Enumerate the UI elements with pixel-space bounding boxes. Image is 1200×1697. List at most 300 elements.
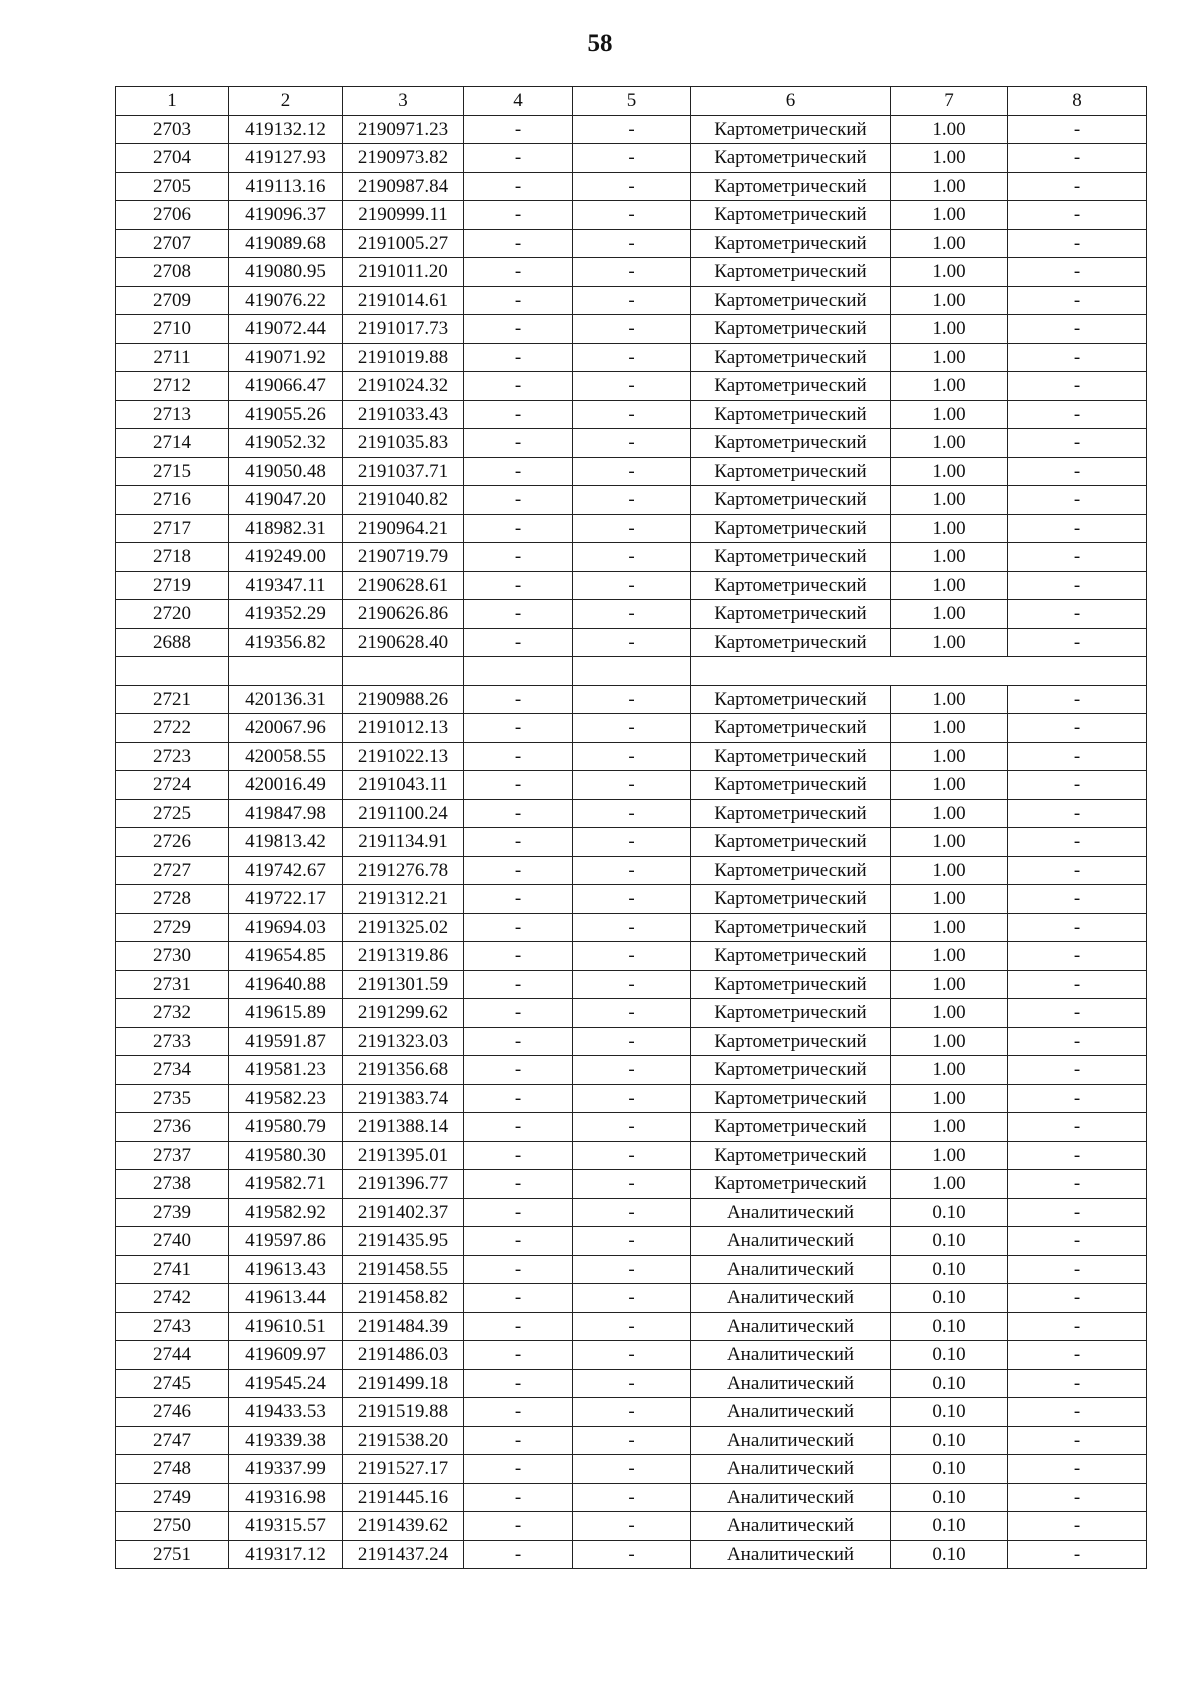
table-row bbox=[116, 1056, 1147, 1085]
cell-method: Картометрический bbox=[691, 372, 891, 401]
cell-method: Картометрический bbox=[691, 628, 891, 657]
cell-accuracy: 1.00 bbox=[891, 885, 1008, 914]
cell-x-coordinate: 419339.38 bbox=[229, 1426, 343, 1455]
table-row bbox=[116, 970, 1147, 999]
cell-point-number: 2748 bbox=[116, 1455, 229, 1484]
cell-point-number: 2736 bbox=[116, 1113, 229, 1142]
cell-y-coordinate: 2191439.62 bbox=[343, 1512, 464, 1541]
cell-x-coordinate: 419582.23 bbox=[229, 1084, 343, 1113]
cell-col-5: - bbox=[573, 144, 691, 173]
cell-point-number: 2709 bbox=[116, 286, 229, 315]
table-row bbox=[116, 144, 1147, 173]
cell-point-number: 2726 bbox=[116, 828, 229, 857]
cell-col-8: - bbox=[1008, 742, 1147, 771]
table-row bbox=[116, 1369, 1147, 1398]
cell-col-5: - bbox=[573, 1426, 691, 1455]
cell-accuracy: 0.10 bbox=[891, 1312, 1008, 1341]
cell-col-8: - bbox=[1008, 970, 1147, 999]
table-row bbox=[116, 429, 1147, 458]
cell-col-4: - bbox=[464, 1056, 573, 1085]
cell-col-8: - bbox=[1008, 229, 1147, 258]
cell-x-coordinate: 419694.03 bbox=[229, 913, 343, 942]
cell-point-number: 2749 bbox=[116, 1483, 229, 1512]
table-row bbox=[116, 913, 1147, 942]
cell-method: Картометрический bbox=[691, 1141, 891, 1170]
cell-y-coordinate: 2190988.26 bbox=[343, 685, 464, 714]
cell-col-5: - bbox=[573, 486, 691, 515]
table-row bbox=[116, 885, 1147, 914]
cell-y-coordinate: 2191325.02 bbox=[343, 913, 464, 942]
cell-method: Аналитический bbox=[691, 1483, 891, 1512]
cell-y-coordinate: 2191022.13 bbox=[343, 742, 464, 771]
cell-col-5: - bbox=[573, 400, 691, 429]
cell-method: Картометрический bbox=[691, 514, 891, 543]
cell-col-5: - bbox=[573, 628, 691, 657]
table-row bbox=[116, 286, 1147, 315]
cell-y-coordinate: 2191323.03 bbox=[343, 1027, 464, 1056]
cell-col-4: - bbox=[464, 1341, 573, 1370]
cell-method: Картометрический bbox=[691, 1170, 891, 1199]
cell-x-coordinate: 419072.44 bbox=[229, 315, 343, 344]
contour-separator-row bbox=[116, 657, 1147, 686]
cell-col-8: - bbox=[1008, 258, 1147, 287]
cell-col-8: - bbox=[1008, 1512, 1147, 1541]
cell-y-coordinate: 2191499.18 bbox=[343, 1369, 464, 1398]
cell-col-4: - bbox=[464, 685, 573, 714]
table-row bbox=[116, 1398, 1147, 1427]
cell-col-8: - bbox=[1008, 799, 1147, 828]
cell-method: Картометрический bbox=[691, 828, 891, 857]
cell-x-coordinate: 419113.16 bbox=[229, 172, 343, 201]
cell-y-coordinate: 2190628.61 bbox=[343, 571, 464, 600]
table-row bbox=[116, 1141, 1147, 1170]
cell-x-coordinate: 419742.67 bbox=[229, 856, 343, 885]
cell-accuracy: 1.00 bbox=[891, 999, 1008, 1028]
cell-col-4: - bbox=[464, 372, 573, 401]
cell-point-number: 2717 bbox=[116, 514, 229, 543]
cell-point-number: 2705 bbox=[116, 172, 229, 201]
cell-col-4: - bbox=[464, 514, 573, 543]
cell-point-number: 2723 bbox=[116, 742, 229, 771]
table-row bbox=[116, 115, 1147, 144]
cell-point-number: 2715 bbox=[116, 457, 229, 486]
column-header-5: 5 bbox=[573, 87, 691, 116]
cell-col-5: - bbox=[573, 1198, 691, 1227]
empty-cell bbox=[116, 657, 229, 686]
cell-point-number: 2722 bbox=[116, 714, 229, 743]
cell-accuracy: 1.00 bbox=[891, 400, 1008, 429]
table-row bbox=[116, 486, 1147, 515]
cell-point-number: 2727 bbox=[116, 856, 229, 885]
cell-method: Картометрический bbox=[691, 771, 891, 800]
cell-y-coordinate: 2191319.86 bbox=[343, 942, 464, 971]
cell-accuracy: 1.00 bbox=[891, 1027, 1008, 1056]
cell-x-coordinate: 419581.23 bbox=[229, 1056, 343, 1085]
cell-col-5: - bbox=[573, 1512, 691, 1541]
cell-x-coordinate: 419847.98 bbox=[229, 799, 343, 828]
table-row bbox=[116, 1455, 1147, 1484]
cell-y-coordinate: 2191383.74 bbox=[343, 1084, 464, 1113]
cell-y-coordinate: 2191005.27 bbox=[343, 229, 464, 258]
cell-method: Картометрический bbox=[691, 942, 891, 971]
cell-point-number: 2733 bbox=[116, 1027, 229, 1056]
cell-x-coordinate: 419316.98 bbox=[229, 1483, 343, 1512]
cell-point-number: 2704 bbox=[116, 144, 229, 173]
coordinates-table bbox=[115, 86, 1147, 1569]
cell-point-number: 2729 bbox=[116, 913, 229, 942]
table-row bbox=[116, 543, 1147, 572]
cell-col-8: - bbox=[1008, 315, 1147, 344]
cell-x-coordinate: 419433.53 bbox=[229, 1398, 343, 1427]
cell-method: Картометрический bbox=[691, 885, 891, 914]
cell-method: Аналитический bbox=[691, 1312, 891, 1341]
empty-cell bbox=[229, 657, 343, 686]
cell-x-coordinate: 419066.47 bbox=[229, 372, 343, 401]
cell-col-5: - bbox=[573, 286, 691, 315]
cell-point-number: 2720 bbox=[116, 600, 229, 629]
cell-x-coordinate: 419052.32 bbox=[229, 429, 343, 458]
cell-method: Картометрический bbox=[691, 571, 891, 600]
cell-point-number: 2737 bbox=[116, 1141, 229, 1170]
cell-col-8: - bbox=[1008, 1426, 1147, 1455]
cell-point-number: 2725 bbox=[116, 799, 229, 828]
cell-col-8: - bbox=[1008, 457, 1147, 486]
cell-point-number: 2730 bbox=[116, 942, 229, 971]
table-row bbox=[116, 258, 1147, 287]
cell-method: Аналитический bbox=[691, 1284, 891, 1313]
cell-y-coordinate: 2191388.14 bbox=[343, 1113, 464, 1142]
cell-y-coordinate: 2191017.73 bbox=[343, 315, 464, 344]
table-row bbox=[116, 1540, 1147, 1569]
cell-col-5: - bbox=[573, 1027, 691, 1056]
cell-point-number: 2718 bbox=[116, 543, 229, 572]
table-row bbox=[116, 1312, 1147, 1341]
cell-accuracy: 1.00 bbox=[891, 628, 1008, 657]
cell-accuracy: 1.00 bbox=[891, 315, 1008, 344]
cell-col-5: - bbox=[573, 600, 691, 629]
cell-x-coordinate: 419337.99 bbox=[229, 1455, 343, 1484]
cell-y-coordinate: 2190971.23 bbox=[343, 115, 464, 144]
cell-col-5: - bbox=[573, 115, 691, 144]
cell-x-coordinate: 419071.92 bbox=[229, 343, 343, 372]
cell-col-5: - bbox=[573, 229, 691, 258]
cell-col-5: - bbox=[573, 1227, 691, 1256]
cell-x-coordinate: 419582.71 bbox=[229, 1170, 343, 1199]
cell-method: Картометрический bbox=[691, 429, 891, 458]
cell-col-8: - bbox=[1008, 400, 1147, 429]
table-row bbox=[116, 400, 1147, 429]
cell-accuracy: 1.00 bbox=[891, 685, 1008, 714]
cell-col-8: - bbox=[1008, 1540, 1147, 1569]
cell-accuracy: 1.00 bbox=[891, 771, 1008, 800]
cell-col-8: - bbox=[1008, 571, 1147, 600]
empty-cell bbox=[464, 657, 573, 686]
cell-accuracy: 1.00 bbox=[891, 286, 1008, 315]
cell-y-coordinate: 2191043.11 bbox=[343, 771, 464, 800]
cell-method: Картометрический bbox=[691, 913, 891, 942]
cell-point-number: 2746 bbox=[116, 1398, 229, 1427]
cell-x-coordinate: 419089.68 bbox=[229, 229, 343, 258]
cell-col-8: - bbox=[1008, 1084, 1147, 1113]
cell-accuracy: 0.10 bbox=[891, 1455, 1008, 1484]
cell-col-5: - bbox=[573, 571, 691, 600]
cell-col-4: - bbox=[464, 571, 573, 600]
cell-accuracy: 1.00 bbox=[891, 1113, 1008, 1142]
cell-col-4: - bbox=[464, 1084, 573, 1113]
cell-y-coordinate: 2191484.39 bbox=[343, 1312, 464, 1341]
cell-y-coordinate: 2191402.37 bbox=[343, 1198, 464, 1227]
cell-col-5: - bbox=[573, 1170, 691, 1199]
table-row bbox=[116, 514, 1147, 543]
cell-y-coordinate: 2191100.24 bbox=[343, 799, 464, 828]
cell-col-5: - bbox=[573, 771, 691, 800]
cell-method: Аналитический bbox=[691, 1369, 891, 1398]
cell-col-5: - bbox=[573, 429, 691, 458]
cell-method: Картометрический bbox=[691, 1113, 891, 1142]
cell-point-number: 2751 bbox=[116, 1540, 229, 1569]
cell-method: Аналитический bbox=[691, 1227, 891, 1256]
cell-accuracy: 1.00 bbox=[891, 229, 1008, 258]
cell-x-coordinate: 419591.87 bbox=[229, 1027, 343, 1056]
cell-y-coordinate: 2191312.21 bbox=[343, 885, 464, 914]
empty-cell bbox=[691, 657, 1147, 686]
cell-point-number: 2741 bbox=[116, 1255, 229, 1284]
cell-point-number: 2750 bbox=[116, 1512, 229, 1541]
cell-method: Аналитический bbox=[691, 1540, 891, 1569]
table-row bbox=[116, 1483, 1147, 1512]
cell-col-8: - bbox=[1008, 201, 1147, 230]
cell-col-5: - bbox=[573, 942, 691, 971]
table-row bbox=[116, 343, 1147, 372]
cell-x-coordinate: 418982.31 bbox=[229, 514, 343, 543]
table-row bbox=[116, 1170, 1147, 1199]
cell-method: Картометрический bbox=[691, 457, 891, 486]
cell-x-coordinate: 419580.30 bbox=[229, 1141, 343, 1170]
cell-col-5: - bbox=[573, 999, 691, 1028]
cell-y-coordinate: 2190973.82 bbox=[343, 144, 464, 173]
cell-x-coordinate: 419080.95 bbox=[229, 258, 343, 287]
cell-method: Картометрический bbox=[691, 115, 891, 144]
cell-y-coordinate: 2191134.91 bbox=[343, 828, 464, 857]
table-row bbox=[116, 1027, 1147, 1056]
cell-col-4: - bbox=[464, 1398, 573, 1427]
cell-method: Аналитический bbox=[691, 1455, 891, 1484]
table-row bbox=[116, 628, 1147, 657]
cell-col-4: - bbox=[464, 1113, 573, 1142]
cell-point-number: 2728 bbox=[116, 885, 229, 914]
cell-point-number: 2731 bbox=[116, 970, 229, 999]
cell-col-8: - bbox=[1008, 372, 1147, 401]
cell-y-coordinate: 2191437.24 bbox=[343, 1540, 464, 1569]
cell-accuracy: 1.00 bbox=[891, 742, 1008, 771]
cell-col-8: - bbox=[1008, 1141, 1147, 1170]
cell-col-8: - bbox=[1008, 1056, 1147, 1085]
cell-y-coordinate: 2191519.88 bbox=[343, 1398, 464, 1427]
cell-col-4: - bbox=[464, 543, 573, 572]
cell-method: Картометрический bbox=[691, 1027, 891, 1056]
cell-col-5: - bbox=[573, 1341, 691, 1370]
cell-col-4: - bbox=[464, 885, 573, 914]
table-row bbox=[116, 856, 1147, 885]
cell-col-8: - bbox=[1008, 771, 1147, 800]
cell-method: Аналитический bbox=[691, 1255, 891, 1284]
cell-col-5: - bbox=[573, 1141, 691, 1170]
column-header-3: 3 bbox=[343, 87, 464, 116]
cell-y-coordinate: 2191396.77 bbox=[343, 1170, 464, 1199]
cell-accuracy: 0.10 bbox=[891, 1341, 1008, 1370]
cell-accuracy: 1.00 bbox=[891, 201, 1008, 230]
cell-accuracy: 1.00 bbox=[891, 372, 1008, 401]
cell-col-5: - bbox=[573, 315, 691, 344]
cell-method: Аналитический bbox=[691, 1426, 891, 1455]
cell-y-coordinate: 2191395.01 bbox=[343, 1141, 464, 1170]
cell-y-coordinate: 2191035.83 bbox=[343, 429, 464, 458]
cell-point-number: 2707 bbox=[116, 229, 229, 258]
cell-col-8: - bbox=[1008, 429, 1147, 458]
cell-col-5: - bbox=[573, 258, 691, 287]
cell-col-8: - bbox=[1008, 1284, 1147, 1313]
cell-accuracy: 1.00 bbox=[891, 600, 1008, 629]
cell-accuracy: 1.00 bbox=[891, 457, 1008, 486]
table-row bbox=[116, 714, 1147, 743]
cell-method: Аналитический bbox=[691, 1512, 891, 1541]
cell-col-8: - bbox=[1008, 913, 1147, 942]
cell-method: Картометрический bbox=[691, 856, 891, 885]
cell-col-8: - bbox=[1008, 856, 1147, 885]
cell-method: Аналитический bbox=[691, 1398, 891, 1427]
cell-col-5: - bbox=[573, 1255, 691, 1284]
cell-col-5: - bbox=[573, 742, 691, 771]
cell-col-5: - bbox=[573, 457, 691, 486]
table-row bbox=[116, 999, 1147, 1028]
cell-x-coordinate: 419654.85 bbox=[229, 942, 343, 971]
cell-x-coordinate: 419047.20 bbox=[229, 486, 343, 515]
column-header-6: 6 bbox=[691, 87, 891, 116]
cell-col-4: - bbox=[464, 799, 573, 828]
cell-point-number: 2734 bbox=[116, 1056, 229, 1085]
cell-x-coordinate: 420016.49 bbox=[229, 771, 343, 800]
cell-col-5: - bbox=[573, 1284, 691, 1313]
cell-y-coordinate: 2191037.71 bbox=[343, 457, 464, 486]
cell-col-5: - bbox=[573, 799, 691, 828]
cell-col-8: - bbox=[1008, 1227, 1147, 1256]
cell-accuracy: 1.00 bbox=[891, 1056, 1008, 1085]
cell-col-8: - bbox=[1008, 115, 1147, 144]
cell-col-5: - bbox=[573, 828, 691, 857]
cell-x-coordinate: 420067.96 bbox=[229, 714, 343, 743]
cell-col-8: - bbox=[1008, 1170, 1147, 1199]
cell-col-4: - bbox=[464, 486, 573, 515]
cell-x-coordinate: 419076.22 bbox=[229, 286, 343, 315]
cell-x-coordinate: 419055.26 bbox=[229, 400, 343, 429]
column-header-7: 7 bbox=[891, 87, 1008, 116]
table-body bbox=[116, 115, 1147, 1569]
cell-accuracy: 1.00 bbox=[891, 343, 1008, 372]
cell-point-number: 2710 bbox=[116, 315, 229, 344]
table-header-row bbox=[116, 87, 1147, 116]
cell-col-4: - bbox=[464, 1312, 573, 1341]
column-header-1: 1 bbox=[116, 87, 229, 116]
cell-y-coordinate: 2191014.61 bbox=[343, 286, 464, 315]
cell-point-number: 2739 bbox=[116, 1198, 229, 1227]
cell-col-5: - bbox=[573, 372, 691, 401]
cell-col-4: - bbox=[464, 828, 573, 857]
cell-point-number: 2724 bbox=[116, 771, 229, 800]
cell-y-coordinate: 2191011.20 bbox=[343, 258, 464, 287]
page-number: 58 bbox=[587, 30, 613, 57]
cell-method: Картометрический bbox=[691, 201, 891, 230]
table-row bbox=[116, 1084, 1147, 1113]
cell-accuracy: 0.10 bbox=[891, 1398, 1008, 1427]
cell-y-coordinate: 2190964.21 bbox=[343, 514, 464, 543]
table-row bbox=[116, 1198, 1147, 1227]
cell-method: Картометрический bbox=[691, 970, 891, 999]
cell-col-4: - bbox=[464, 742, 573, 771]
cell-accuracy: 1.00 bbox=[891, 828, 1008, 857]
cell-y-coordinate: 2191024.32 bbox=[343, 372, 464, 401]
cell-col-4: - bbox=[464, 1255, 573, 1284]
cell-method: Картометрический bbox=[691, 343, 891, 372]
cell-col-8: - bbox=[1008, 942, 1147, 971]
cell-accuracy: 1.00 bbox=[891, 1170, 1008, 1199]
table-row bbox=[116, 771, 1147, 800]
cell-accuracy: 0.10 bbox=[891, 1426, 1008, 1455]
table-row bbox=[116, 742, 1147, 771]
cell-col-4: - bbox=[464, 115, 573, 144]
cell-col-4: - bbox=[464, 229, 573, 258]
cell-x-coordinate: 420058.55 bbox=[229, 742, 343, 771]
cell-y-coordinate: 2191527.17 bbox=[343, 1455, 464, 1484]
cell-accuracy: 1.00 bbox=[891, 1141, 1008, 1170]
cell-col-8: - bbox=[1008, 514, 1147, 543]
table-row bbox=[116, 172, 1147, 201]
cell-col-8: - bbox=[1008, 885, 1147, 914]
cell-col-4: - bbox=[464, 970, 573, 999]
cell-x-coordinate: 419317.12 bbox=[229, 1540, 343, 1569]
cell-method: Картометрический bbox=[691, 714, 891, 743]
cell-method: Картометрический bbox=[691, 685, 891, 714]
cell-method: Аналитический bbox=[691, 1341, 891, 1370]
cell-col-8: - bbox=[1008, 343, 1147, 372]
cell-col-4: - bbox=[464, 201, 573, 230]
table-row bbox=[116, 1113, 1147, 1142]
cell-y-coordinate: 2191538.20 bbox=[343, 1426, 464, 1455]
cell-x-coordinate: 419050.48 bbox=[229, 457, 343, 486]
cell-point-number: 2745 bbox=[116, 1369, 229, 1398]
cell-accuracy: 1.00 bbox=[891, 429, 1008, 458]
cell-accuracy: 1.00 bbox=[891, 799, 1008, 828]
cell-col-4: - bbox=[464, 1540, 573, 1569]
cell-method: Картометрический bbox=[691, 999, 891, 1028]
cell-x-coordinate: 419613.43 bbox=[229, 1255, 343, 1284]
cell-col-8: - bbox=[1008, 1483, 1147, 1512]
cell-col-8: - bbox=[1008, 600, 1147, 629]
cell-method: Картометрический bbox=[691, 1084, 891, 1113]
cell-method: Картометрический bbox=[691, 543, 891, 572]
table-row bbox=[116, 828, 1147, 857]
cell-col-8: - bbox=[1008, 486, 1147, 515]
cell-col-8: - bbox=[1008, 1255, 1147, 1284]
cell-col-5: - bbox=[573, 201, 691, 230]
table-row bbox=[116, 1284, 1147, 1313]
cell-y-coordinate: 2191458.55 bbox=[343, 1255, 464, 1284]
cell-col-5: - bbox=[573, 856, 691, 885]
cell-y-coordinate: 2191299.62 bbox=[343, 999, 464, 1028]
cell-method: Картометрический bbox=[691, 486, 891, 515]
cell-x-coordinate: 419545.24 bbox=[229, 1369, 343, 1398]
cell-col-4: - bbox=[464, 258, 573, 287]
cell-point-number: 2732 bbox=[116, 999, 229, 1028]
